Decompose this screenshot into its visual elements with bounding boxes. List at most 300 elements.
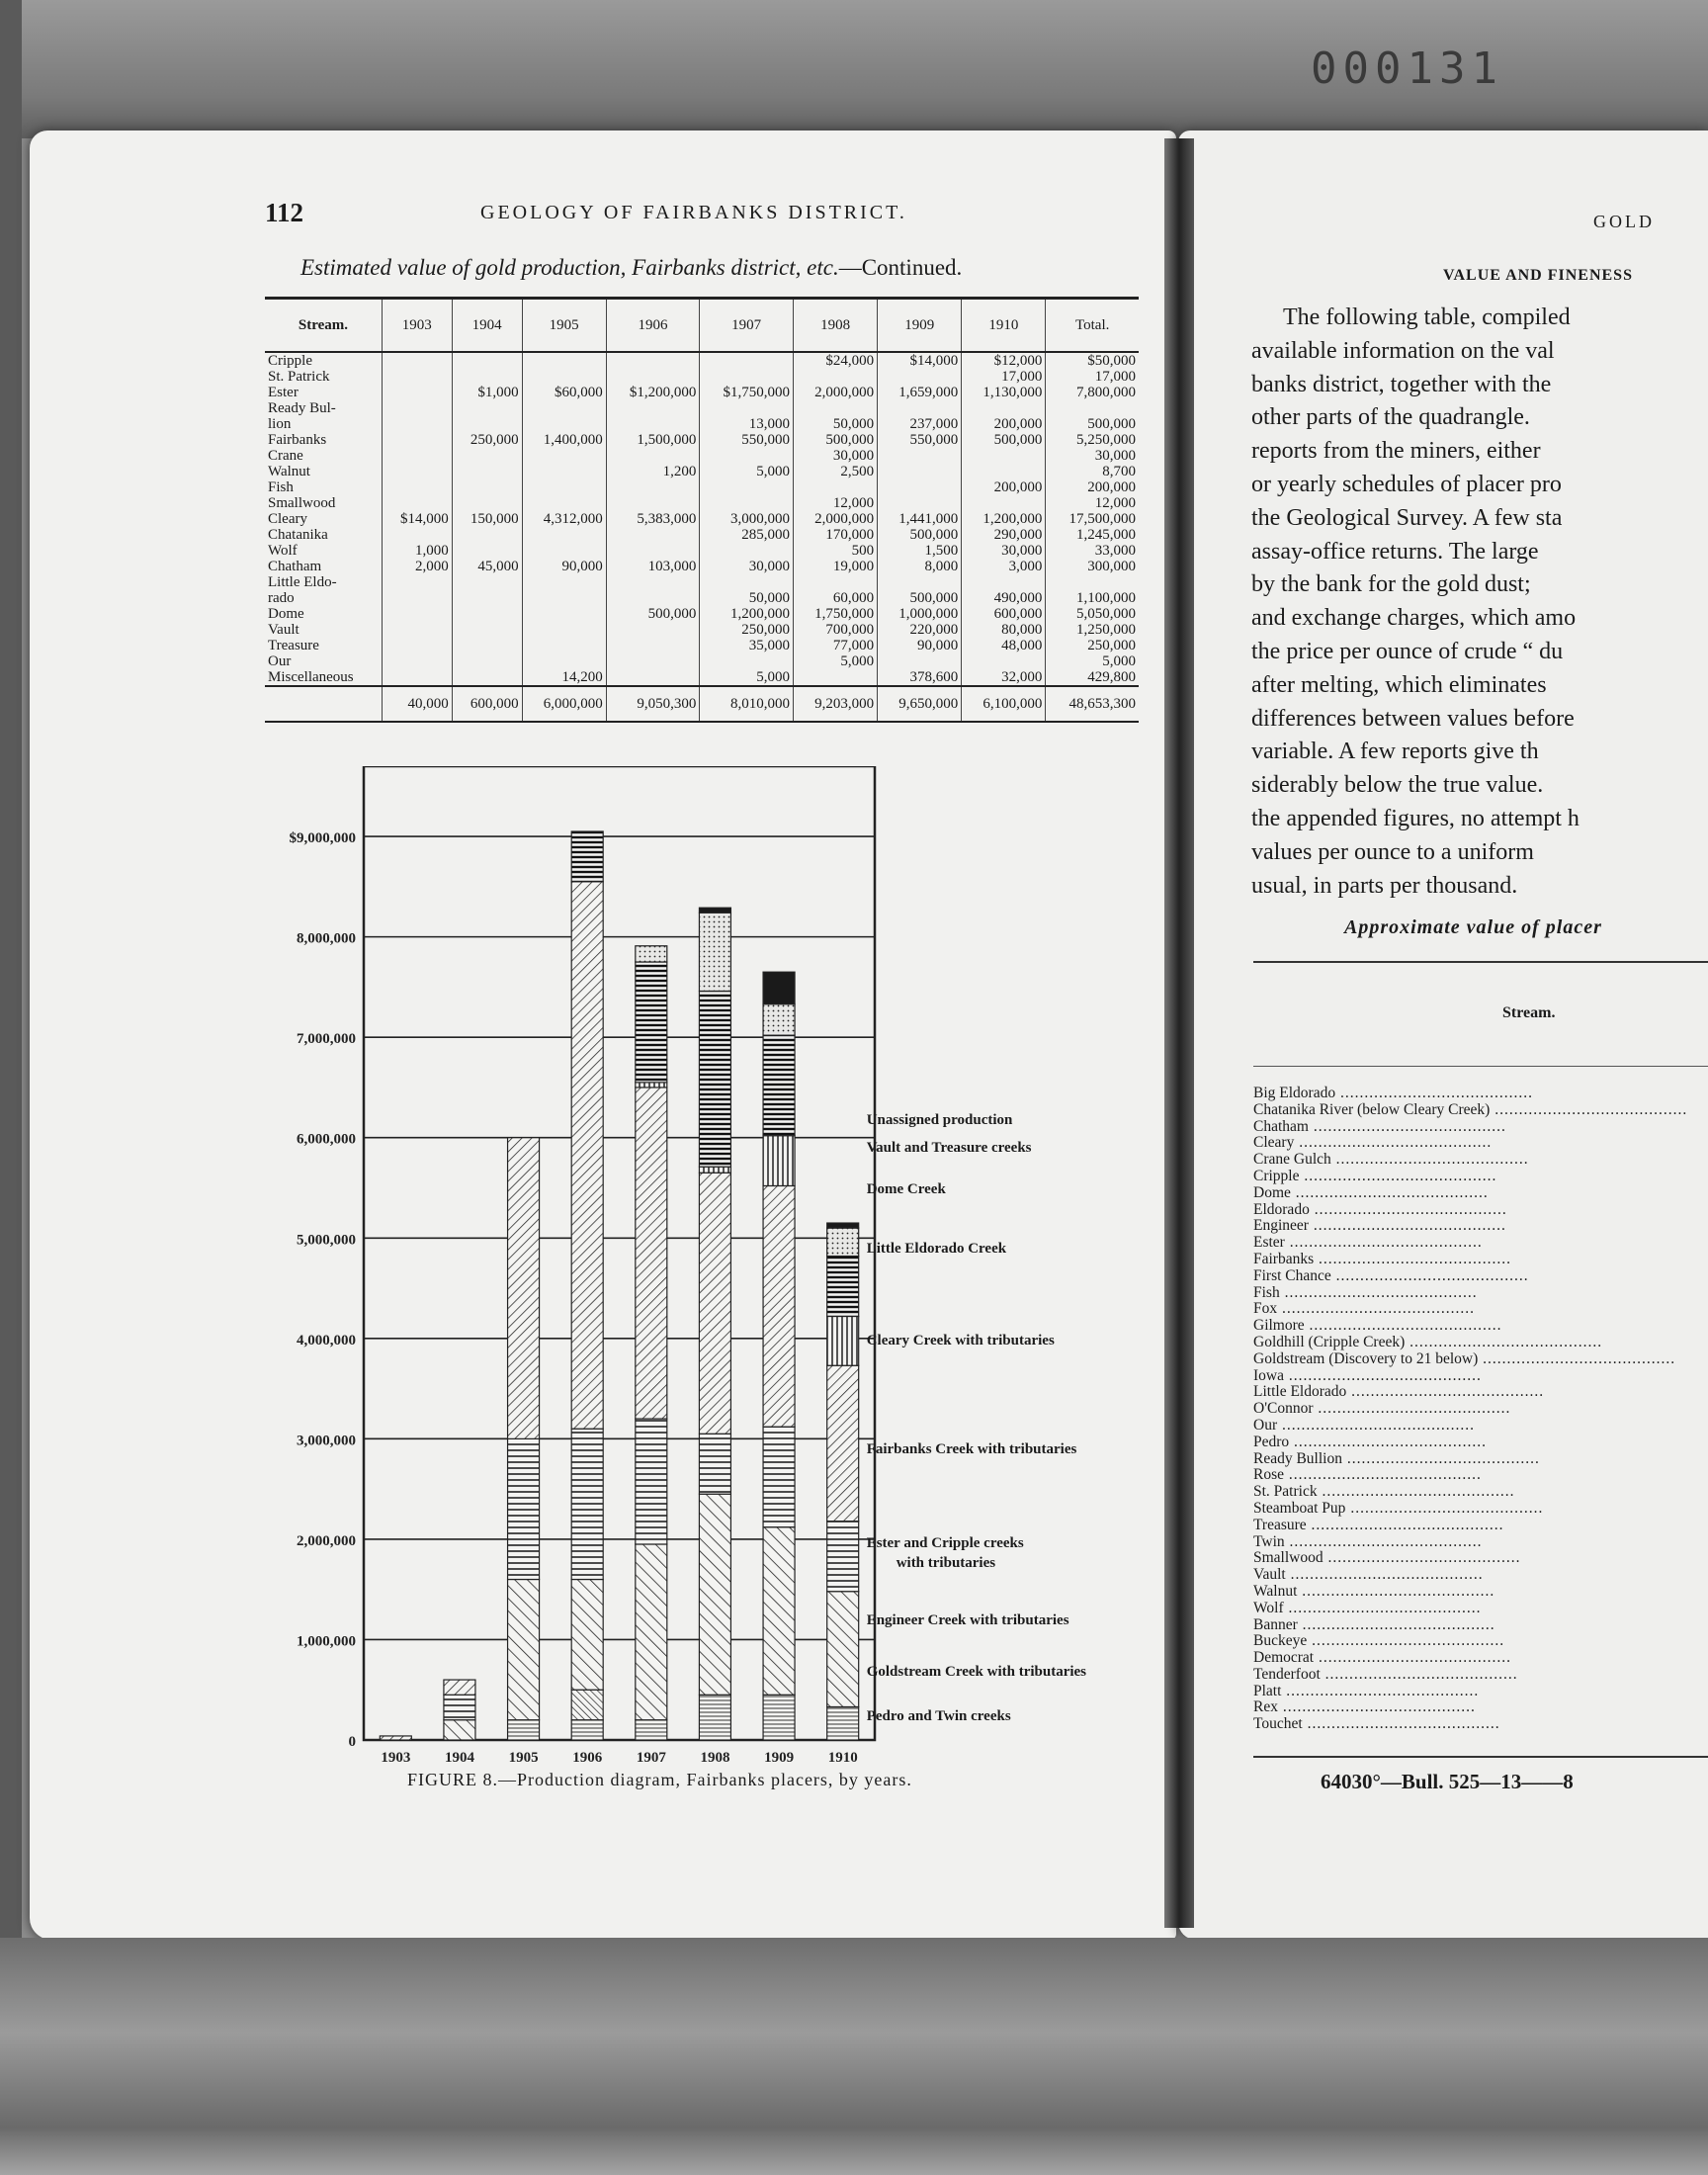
- table-header-cell: Total.: [1046, 299, 1139, 353]
- bar-segment: [636, 1088, 667, 1419]
- stream-list-item: Chatham .....: [1253, 1119, 1687, 1136]
- stream-list-item: First Chance .....: [1253, 1268, 1687, 1285]
- value-cell: [878, 479, 962, 495]
- value-cell: [522, 606, 606, 622]
- bar-segment: [827, 1706, 859, 1740]
- value-cell: [878, 448, 962, 464]
- table-total-row: [265, 686, 1139, 722]
- bar-segment: [699, 1167, 730, 1173]
- value-cell: 250,000: [452, 432, 522, 448]
- value-cell: 2,000,000: [794, 511, 878, 527]
- value-cell: [382, 590, 452, 606]
- value-cell: [522, 352, 606, 369]
- stream-list-item: Treasure .....: [1253, 1518, 1687, 1534]
- bar-segment: [827, 1592, 859, 1707]
- table-title: [300, 255, 962, 281]
- value-cell: 237,000: [878, 416, 962, 432]
- table-header-cell: 1904: [452, 299, 522, 353]
- stream-list-item: Smallwood .....: [1253, 1550, 1687, 1567]
- stream-list-item: Cleary .....: [1253, 1135, 1687, 1152]
- legend-label: Vault and Treasure creeks: [866, 1140, 1032, 1156]
- value-cell: [522, 448, 606, 464]
- value-cell: [382, 622, 452, 638]
- x-tick-label: 1907: [636, 1750, 666, 1766]
- table-row: [265, 416, 1139, 432]
- stream-list-item: Fox .....: [1253, 1301, 1687, 1318]
- body-text-line: after melting, which eliminates: [1251, 671, 1547, 698]
- stream-list-item: Little Eldorado .....: [1253, 1384, 1687, 1401]
- value-cell: 220,000: [878, 622, 962, 638]
- body-text-line: by the bank for the gold dust;: [1251, 571, 1531, 598]
- total-cell: 40,000: [382, 686, 452, 722]
- total-cell: 9,203,000: [794, 686, 878, 722]
- legend-label: [867, 1535, 1024, 1571]
- value-cell: 1,441,000: [878, 511, 962, 527]
- value-cell: 35,000: [700, 638, 794, 653]
- value-cell: 8,000: [878, 559, 962, 574]
- value-cell: [522, 416, 606, 432]
- legend-label: Goldstream Creek with tributaries: [866, 1664, 1087, 1680]
- bar-segment: [699, 913, 730, 991]
- value-cell: 5,383,000: [606, 511, 700, 527]
- bar-segment: [571, 1720, 603, 1740]
- value-cell: 3,000,000: [700, 511, 794, 527]
- table-row: [265, 448, 1139, 464]
- scan-background-bottom: [0, 1938, 1708, 2175]
- value-cell: 103,000: [606, 559, 700, 574]
- value-cell: 45,000: [452, 559, 522, 574]
- value-cell: 1,250,000: [1046, 622, 1139, 638]
- value-cell: 550,000: [878, 432, 962, 448]
- stream-list-item: Chatanika River (below Cleary Creek) .....: [1253, 1102, 1687, 1119]
- bar-segment: [699, 908, 730, 913]
- value-cell: 17,500,000: [1046, 511, 1139, 527]
- bar-segment: [571, 1690, 603, 1719]
- right-table-caption: Approximate value of placer: [1344, 916, 1602, 938]
- value-cell: [522, 369, 606, 385]
- stream-name-cell: Treasure: [268, 638, 319, 653]
- stream-name-cell: Miscellaneous: [268, 669, 354, 685]
- table-header-cell: 1908: [794, 299, 878, 353]
- value-cell: 1,400,000: [522, 432, 606, 448]
- value-cell: 600,000: [962, 606, 1046, 622]
- value-cell: $14,000: [878, 352, 962, 369]
- value-cell: 77,000: [794, 638, 878, 653]
- total-cell: 600,000: [452, 686, 522, 722]
- body-text-line: assay-office returns. The large: [1251, 538, 1539, 565]
- body-text-line: variable. A few reports give th: [1251, 739, 1539, 765]
- value-cell: [382, 448, 452, 464]
- value-cell: 500,000: [1046, 416, 1139, 432]
- table-row: [265, 369, 1139, 385]
- value-cell: [522, 574, 606, 590]
- value-cell: [452, 416, 522, 432]
- value-cell: 170,000: [794, 527, 878, 543]
- value-cell: [794, 479, 878, 495]
- value-cell: 33,000: [1046, 543, 1139, 559]
- table-title-suffix: —Continued.: [838, 255, 963, 280]
- stream-name-cell: Little Eldo-: [268, 574, 337, 590]
- table-row: [265, 511, 1139, 527]
- value-cell: [522, 479, 606, 495]
- stream-name-cell: Ester: [268, 385, 299, 400]
- value-cell: [700, 653, 794, 669]
- bar-segment: [636, 962, 667, 1083]
- bar-segment: [508, 1438, 540, 1579]
- value-cell: 60,000: [794, 590, 878, 606]
- value-cell: [700, 495, 794, 511]
- table-header-cell: 1903: [382, 299, 452, 353]
- table-header-row: [265, 299, 1139, 353]
- bar-segment: [699, 1434, 730, 1494]
- stream-name-cell: Chatanika: [268, 527, 328, 543]
- table-header-cell: 1907: [700, 299, 794, 353]
- value-cell: 1,500: [878, 543, 962, 559]
- y-tick-label: 0: [348, 1734, 356, 1750]
- legend-label: Cleary Creek with tributaries: [866, 1333, 1055, 1348]
- table-row: [265, 559, 1139, 574]
- right-stream-header: Stream.: [1502, 1004, 1556, 1021]
- bar-segment: [571, 1429, 603, 1579]
- stream-name-cell: Crane: [268, 448, 303, 464]
- body-text-line: values per ounce to a uniform: [1251, 838, 1534, 865]
- value-cell: [522, 464, 606, 479]
- bar-segment: [508, 1720, 540, 1740]
- stream-list-item: Engineer .....: [1253, 1218, 1687, 1235]
- value-cell: 30,000: [962, 543, 1046, 559]
- value-cell: 8,700: [1046, 464, 1139, 479]
- stream-list-item: Gilmore .....: [1253, 1318, 1687, 1335]
- value-cell: $1,750,000: [700, 385, 794, 400]
- y-tick-label: 2,000,000: [297, 1532, 356, 1549]
- value-cell: [606, 543, 700, 559]
- stream-name-cell: rado: [268, 590, 295, 606]
- bar-segment: [508, 1138, 540, 1439]
- value-cell: 2,000: [382, 559, 452, 574]
- stream-list-item: Banner .....: [1253, 1617, 1687, 1634]
- value-cell: [700, 574, 794, 590]
- value-cell: [700, 448, 794, 464]
- bar-segment: [763, 1695, 795, 1740]
- bar-segment: [763, 1427, 795, 1527]
- value-cell: [606, 479, 700, 495]
- stream-list-item: Fish .....: [1253, 1285, 1687, 1302]
- bar-segment: [763, 1185, 795, 1427]
- bar-segment: [827, 1228, 859, 1256]
- value-cell: [452, 622, 522, 638]
- body-text-line: or yearly schedules of placer pro: [1251, 471, 1562, 497]
- value-cell: [522, 495, 606, 511]
- value-cell: [878, 369, 962, 385]
- stream-name-cell: Fairbanks: [268, 432, 327, 448]
- bulletin-footer: 64030°—Bull. 525—13——8: [1321, 1770, 1574, 1793]
- value-cell: [1046, 400, 1139, 416]
- body-text-line: the appended figures, no attempt h: [1251, 805, 1580, 831]
- y-tick-label: 1,000,000: [297, 1633, 356, 1650]
- bar-segment: [571, 1580, 603, 1691]
- value-cell: 2,500: [794, 464, 878, 479]
- value-cell: [962, 400, 1046, 416]
- right-section-heading: VALUE AND FINENESS: [1443, 267, 1633, 284]
- bar-segment: [827, 1223, 859, 1228]
- value-cell: [606, 638, 700, 653]
- value-cell: [382, 574, 452, 590]
- value-cell: [606, 448, 700, 464]
- value-cell: $60,000: [522, 385, 606, 400]
- page-number: 112: [265, 198, 304, 227]
- x-tick-label: 1903: [381, 1750, 411, 1766]
- stream-name-cell: lion: [268, 416, 292, 432]
- stream-list-item: Fairbanks .....: [1253, 1252, 1687, 1268]
- bar-segment: [444, 1680, 475, 1695]
- table-header-cell: 1905: [522, 299, 606, 353]
- stream-list-item: Pedro .....: [1253, 1435, 1687, 1451]
- running-head: GEOLOGY OF FAIRBANKS DISTRICT.: [480, 202, 907, 223]
- stream-list-item: Cripple .....: [1253, 1169, 1687, 1185]
- body-text-line: usual, in parts per thousand.: [1251, 872, 1518, 899]
- value-cell: 1,000: [382, 543, 452, 559]
- value-cell: 1,500,000: [606, 432, 700, 448]
- value-cell: [606, 622, 700, 638]
- value-cell: 429,800: [1046, 669, 1139, 686]
- value-cell: 285,000: [700, 527, 794, 543]
- y-tick-label: $9,000,000: [289, 830, 356, 847]
- stream-list-item: Dome .....: [1253, 1185, 1687, 1202]
- stream-list-item: Wolf .....: [1253, 1601, 1687, 1617]
- stream-list-item: Twin .....: [1253, 1534, 1687, 1551]
- value-cell: $12,000: [962, 352, 1046, 369]
- body-text-line: available information on the val: [1251, 337, 1555, 364]
- value-cell: [452, 543, 522, 559]
- table-header-cell: 1906: [606, 299, 700, 353]
- stream-name-cell: Cripple: [268, 353, 312, 369]
- value-cell: 200,000: [1046, 479, 1139, 495]
- value-cell: [878, 495, 962, 511]
- legend-label: Fairbanks Creek with tributaries: [866, 1441, 1077, 1457]
- value-cell: 500,000: [878, 527, 962, 543]
- value-cell: 7,800,000: [1046, 385, 1139, 400]
- value-cell: 13,000: [700, 416, 794, 432]
- value-cell: 2,000,000: [794, 385, 878, 400]
- table-row: [265, 638, 1139, 653]
- value-cell: 19,000: [794, 559, 878, 574]
- value-cell: 1,750,000: [794, 606, 878, 622]
- stream-list-item: Vault .....: [1253, 1567, 1687, 1584]
- value-cell: [382, 495, 452, 511]
- value-cell: [962, 464, 1046, 479]
- table-body: [265, 352, 1139, 722]
- x-tick-label: 1906: [572, 1750, 603, 1766]
- bar-segment: [636, 1419, 667, 1544]
- value-cell: [522, 527, 606, 543]
- table-row: [265, 543, 1139, 559]
- value-cell: [382, 464, 452, 479]
- value-cell: 500,000: [962, 432, 1046, 448]
- right-table-bottom-rule: [1253, 1756, 1708, 1758]
- value-cell: [452, 352, 522, 369]
- x-tick-label: 1910: [827, 1750, 858, 1766]
- bar-segment: [699, 1173, 730, 1434]
- stream-list-item: Rose .....: [1253, 1467, 1687, 1484]
- value-cell: [878, 400, 962, 416]
- value-cell: $50,000: [1046, 352, 1139, 369]
- table-row: [265, 464, 1139, 479]
- legend-label: Unassigned production: [866, 1112, 1013, 1128]
- value-cell: 50,000: [794, 416, 878, 432]
- body-text-line: differences between values before: [1251, 705, 1575, 732]
- value-cell: 500: [794, 543, 878, 559]
- table-row: [265, 606, 1139, 622]
- stream-list-item: Tenderfoot .....: [1253, 1667, 1687, 1684]
- value-cell: [522, 590, 606, 606]
- production-chart-svg: [267, 766, 1156, 1789]
- value-cell: 290,000: [962, 527, 1046, 543]
- value-cell: [962, 653, 1046, 669]
- value-cell: [606, 527, 700, 543]
- value-cell: 17,000: [962, 369, 1046, 385]
- value-cell: [878, 653, 962, 669]
- value-cell: [606, 653, 700, 669]
- x-tick-label: 1904: [444, 1750, 474, 1766]
- value-cell: [700, 543, 794, 559]
- body-text-line: and exchange charges, which amo: [1251, 605, 1577, 632]
- y-tick-label: 6,000,000: [297, 1131, 356, 1148]
- stream-name-cell: Our: [268, 653, 292, 669]
- bar-segment: [827, 1257, 859, 1317]
- value-cell: 90,000: [878, 638, 962, 653]
- value-cell: [452, 638, 522, 653]
- value-cell: 200,000: [962, 479, 1046, 495]
- value-cell: [382, 606, 452, 622]
- value-cell: [700, 400, 794, 416]
- value-cell: [794, 400, 878, 416]
- table-row: [265, 622, 1139, 638]
- value-cell: 12,000: [1046, 495, 1139, 511]
- table-row: [265, 352, 1139, 369]
- stream-list-item: Iowa .....: [1253, 1368, 1687, 1385]
- value-cell: 250,000: [1046, 638, 1139, 653]
- value-cell: [452, 464, 522, 479]
- value-cell: [700, 479, 794, 495]
- value-cell: 17,000: [1046, 369, 1139, 385]
- stream-list-item: Walnut .....: [1253, 1584, 1687, 1601]
- right-stream-list: [1253, 1086, 1687, 1733]
- book-gutter: [1164, 138, 1194, 1928]
- bar-segment: [699, 991, 730, 1167]
- bar-segment: [571, 831, 603, 882]
- value-cell: [382, 638, 452, 653]
- right-table-header-rule: [1253, 1066, 1708, 1067]
- value-cell: $24,000: [794, 352, 878, 369]
- value-cell: 5,250,000: [1046, 432, 1139, 448]
- bar-segment: [827, 1365, 859, 1521]
- archive-stamp-number: 000131: [1311, 44, 1503, 94]
- body-text-line: the price per ounce of crude “ du: [1251, 638, 1564, 664]
- value-cell: [452, 574, 522, 590]
- value-cell: 1,659,000: [878, 385, 962, 400]
- stream-name-cell: Fish: [268, 479, 294, 495]
- table-row: [265, 669, 1139, 686]
- stream-name-cell: Wolf: [268, 543, 298, 559]
- bar-segment: [699, 1494, 730, 1695]
- stream-list-item: O'Connor .....: [1253, 1401, 1687, 1418]
- value-cell: [452, 590, 522, 606]
- value-cell: 50,000: [700, 590, 794, 606]
- y-tick-label: 5,000,000: [297, 1232, 356, 1249]
- table-title-text: Estimated value of gold production, Fairbanks district, etc.: [300, 255, 839, 280]
- value-cell: 200,000: [962, 416, 1046, 432]
- body-text-line: The following table, compiled: [1283, 304, 1571, 330]
- value-cell: [452, 400, 522, 416]
- value-cell: 12,000: [794, 495, 878, 511]
- value-cell: [962, 448, 1046, 464]
- table-row: [265, 432, 1139, 448]
- stream-list-item: Buckeye .....: [1253, 1633, 1687, 1650]
- production-table: [265, 297, 1139, 723]
- right-running-head: GOLD: [1593, 212, 1655, 231]
- value-cell: $1,200,000: [606, 385, 700, 400]
- value-cell: 1,200,000: [700, 606, 794, 622]
- value-cell: [962, 574, 1046, 590]
- stream-list-item: Platt .....: [1253, 1684, 1687, 1700]
- value-cell: 14,200: [522, 669, 606, 686]
- value-cell: 150,000: [452, 511, 522, 527]
- value-cell: 30,000: [1046, 448, 1139, 464]
- right-table-top-rule: [1253, 961, 1708, 963]
- value-cell: 80,000: [962, 622, 1046, 638]
- bar-segment: [636, 1544, 667, 1720]
- value-cell: [794, 574, 878, 590]
- stream-list-item: Ester .....: [1253, 1235, 1687, 1252]
- total-cell: 8,010,000: [700, 686, 794, 722]
- value-cell: [606, 400, 700, 416]
- x-tick-label: 1909: [764, 1750, 795, 1766]
- total-cell: 6,000,000: [522, 686, 606, 722]
- value-cell: 1,130,000: [962, 385, 1046, 400]
- table-row: [265, 385, 1139, 400]
- bar-segment: [636, 1720, 667, 1740]
- bar-segment: [763, 1527, 795, 1696]
- value-cell: [794, 669, 878, 686]
- value-cell: [606, 416, 700, 432]
- value-cell: [1046, 574, 1139, 590]
- body-text-line: siderably below the true value.: [1251, 772, 1544, 799]
- stream-list-item: Democrat .....: [1253, 1650, 1687, 1667]
- value-cell: 700,000: [794, 622, 878, 638]
- stream-name-cell: Smallwood: [268, 495, 336, 511]
- value-cell: 500,000: [794, 432, 878, 448]
- value-cell: [606, 669, 700, 686]
- y-tick-label: 4,000,000: [297, 1332, 356, 1348]
- value-cell: [452, 527, 522, 543]
- bar-segment: [444, 1720, 475, 1740]
- table-row: [265, 574, 1139, 590]
- stream-list-item: Eldorado .....: [1253, 1202, 1687, 1219]
- stream-list-item: Big Eldorado .....: [1253, 1086, 1687, 1102]
- figure-caption: FIGURE 8.—Production diagram, Fairbanks placers, by years.: [407, 1770, 912, 1789]
- y-tick-label: 8,000,000: [297, 930, 356, 947]
- table-row: [265, 527, 1139, 543]
- table-header-cell: 1909: [878, 299, 962, 353]
- value-cell: 500,000: [878, 590, 962, 606]
- total-cell: [265, 686, 382, 722]
- bar-segment: [444, 1695, 475, 1719]
- table-row: [265, 479, 1139, 495]
- bar-segment: [827, 1316, 859, 1365]
- total-cell: 9,650,000: [878, 686, 962, 722]
- stream-list-item: Rex .....: [1253, 1699, 1687, 1716]
- value-cell: [700, 369, 794, 385]
